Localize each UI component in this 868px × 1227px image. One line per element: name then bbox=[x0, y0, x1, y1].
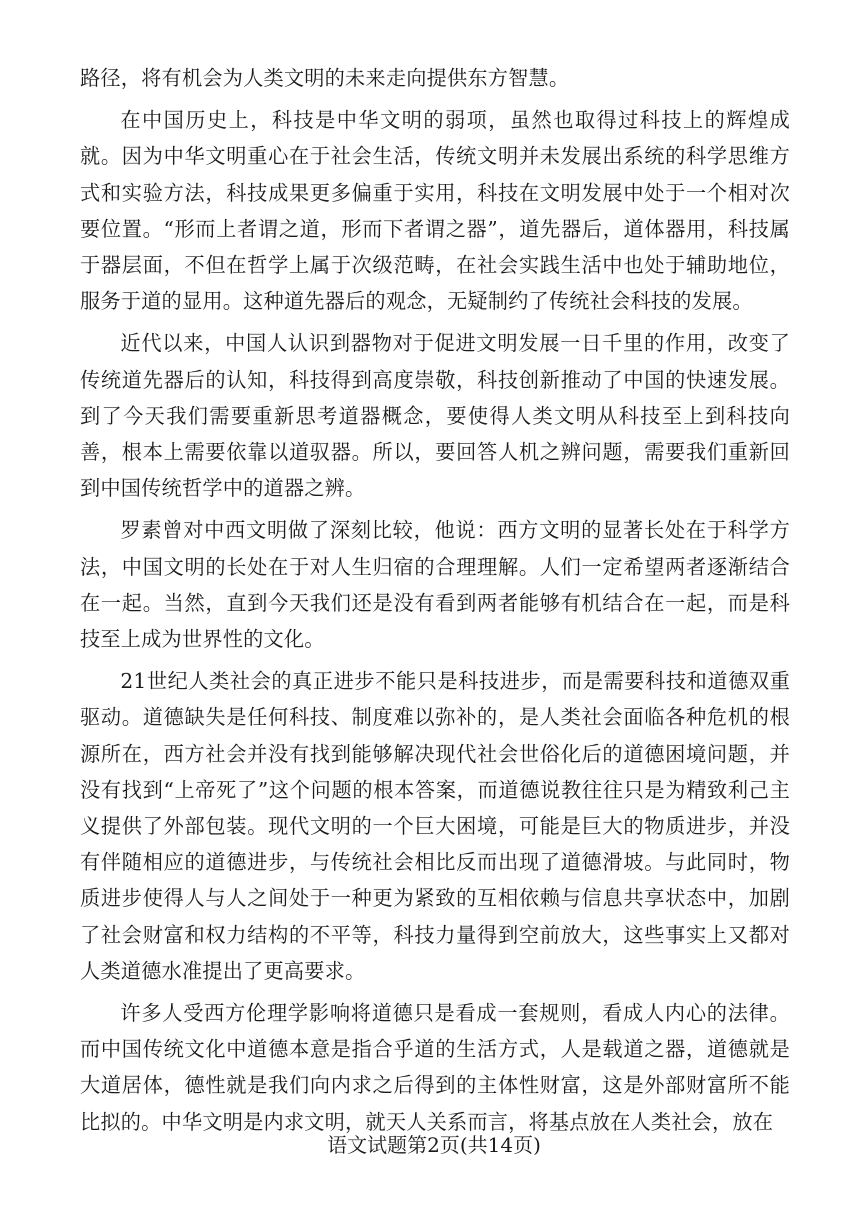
paragraph-3: 近代以来，中国人认识到器物对于促进文明发展一日千里的作用，改变了传统道先器后的认知，科技得到高度崇敬，科技创新推动了中国的快速发展。到了今天我们需要重新思考道器概念，要使得人类文明从科技至上到科技向善，根本上需要依靠以道驭器。所以，要回答人机之辨问题，需要我们重新回到中国传统哲学中的道器之辨。 bbox=[80, 331, 790, 501]
paragraph-5: 21世纪人类社会的真正进步不能只是科技进步，而是需要科技和道德双重驱动。道德缺失是任何科技、制度难以弥补的，是人类社会面临各种危机的根源所在，西方社会并没有找到能够解决现代社会世俗化后的道德困境问题，并没有找到“上帝死了”这个问题的根本答案，而道德说教往往只是为精致利己主义提供了外部包装。现代文明的一个巨大困境，可能是巨大的物质进步，并没有伴随相应的道德进步，与传统社会相比反而出现了道德滑坡。与此同时，物质进步使得人与人之间处于一种更为紧致的互相依赖与信息共享状态中，加剧了社会财富和权力结构的不平等，科技力量得到空前放大，这些事实上又都对人类道德水准提出了更高要求。 bbox=[80, 669, 790, 983]
paragraph-6: 许多人受西方伦理学影响将道德只是看成一套规则，看成人内心的法律。而中国传统文化中道德本意是指合乎道的生活方式，人是载道之器，道德就是大道居体，德性就是我们向内求之后得到的主体性财富，这是外部财富所不能比拟的。中华文明是内求文明，就天人关系而言，将基点放在人类社会，放在 bbox=[80, 1001, 790, 1134]
paragraph-1: 路径，将有机会为人类文明的未来走向提供东方智慧。 bbox=[80, 66, 570, 90]
document-body bbox=[80, 60, 790, 1140]
paragraph-2: 在中国历史上，科技是中华文明的弱项，虽然也取得过科技上的辉煌成就。因为中华文明重心在于社会生活，传统文明并未发展出系统的科学思维方式和实验方法，科技成果更多偏重于实用，科技在文明发展中处于一个相对次要位置。“形而上者谓之道，形而下者谓之器”，道先器后，道体器用，科技属于器层面，不但在哲学上属于次级范畴，在社会实践生活中也处于辅助地位，服务于道的显用。这种道先器后的观念，无疑制约了传统社会科技的发展。 bbox=[80, 108, 790, 314]
page-footer: 语文试题第2页(共14页) bbox=[327, 1133, 541, 1157]
paragraph-4: 罗素曾对中西文明做了深刻比较，他说：西方文明的显著长处在于科学方法，中国文明的长处在于对人生归宿的合理理解。人们一定希望两者逐渐结合在一起。当然，直到今天我们还是没有看到两者能够有机结合在一起，而是科技至上成为世界性的文化。 bbox=[80, 518, 790, 652]
